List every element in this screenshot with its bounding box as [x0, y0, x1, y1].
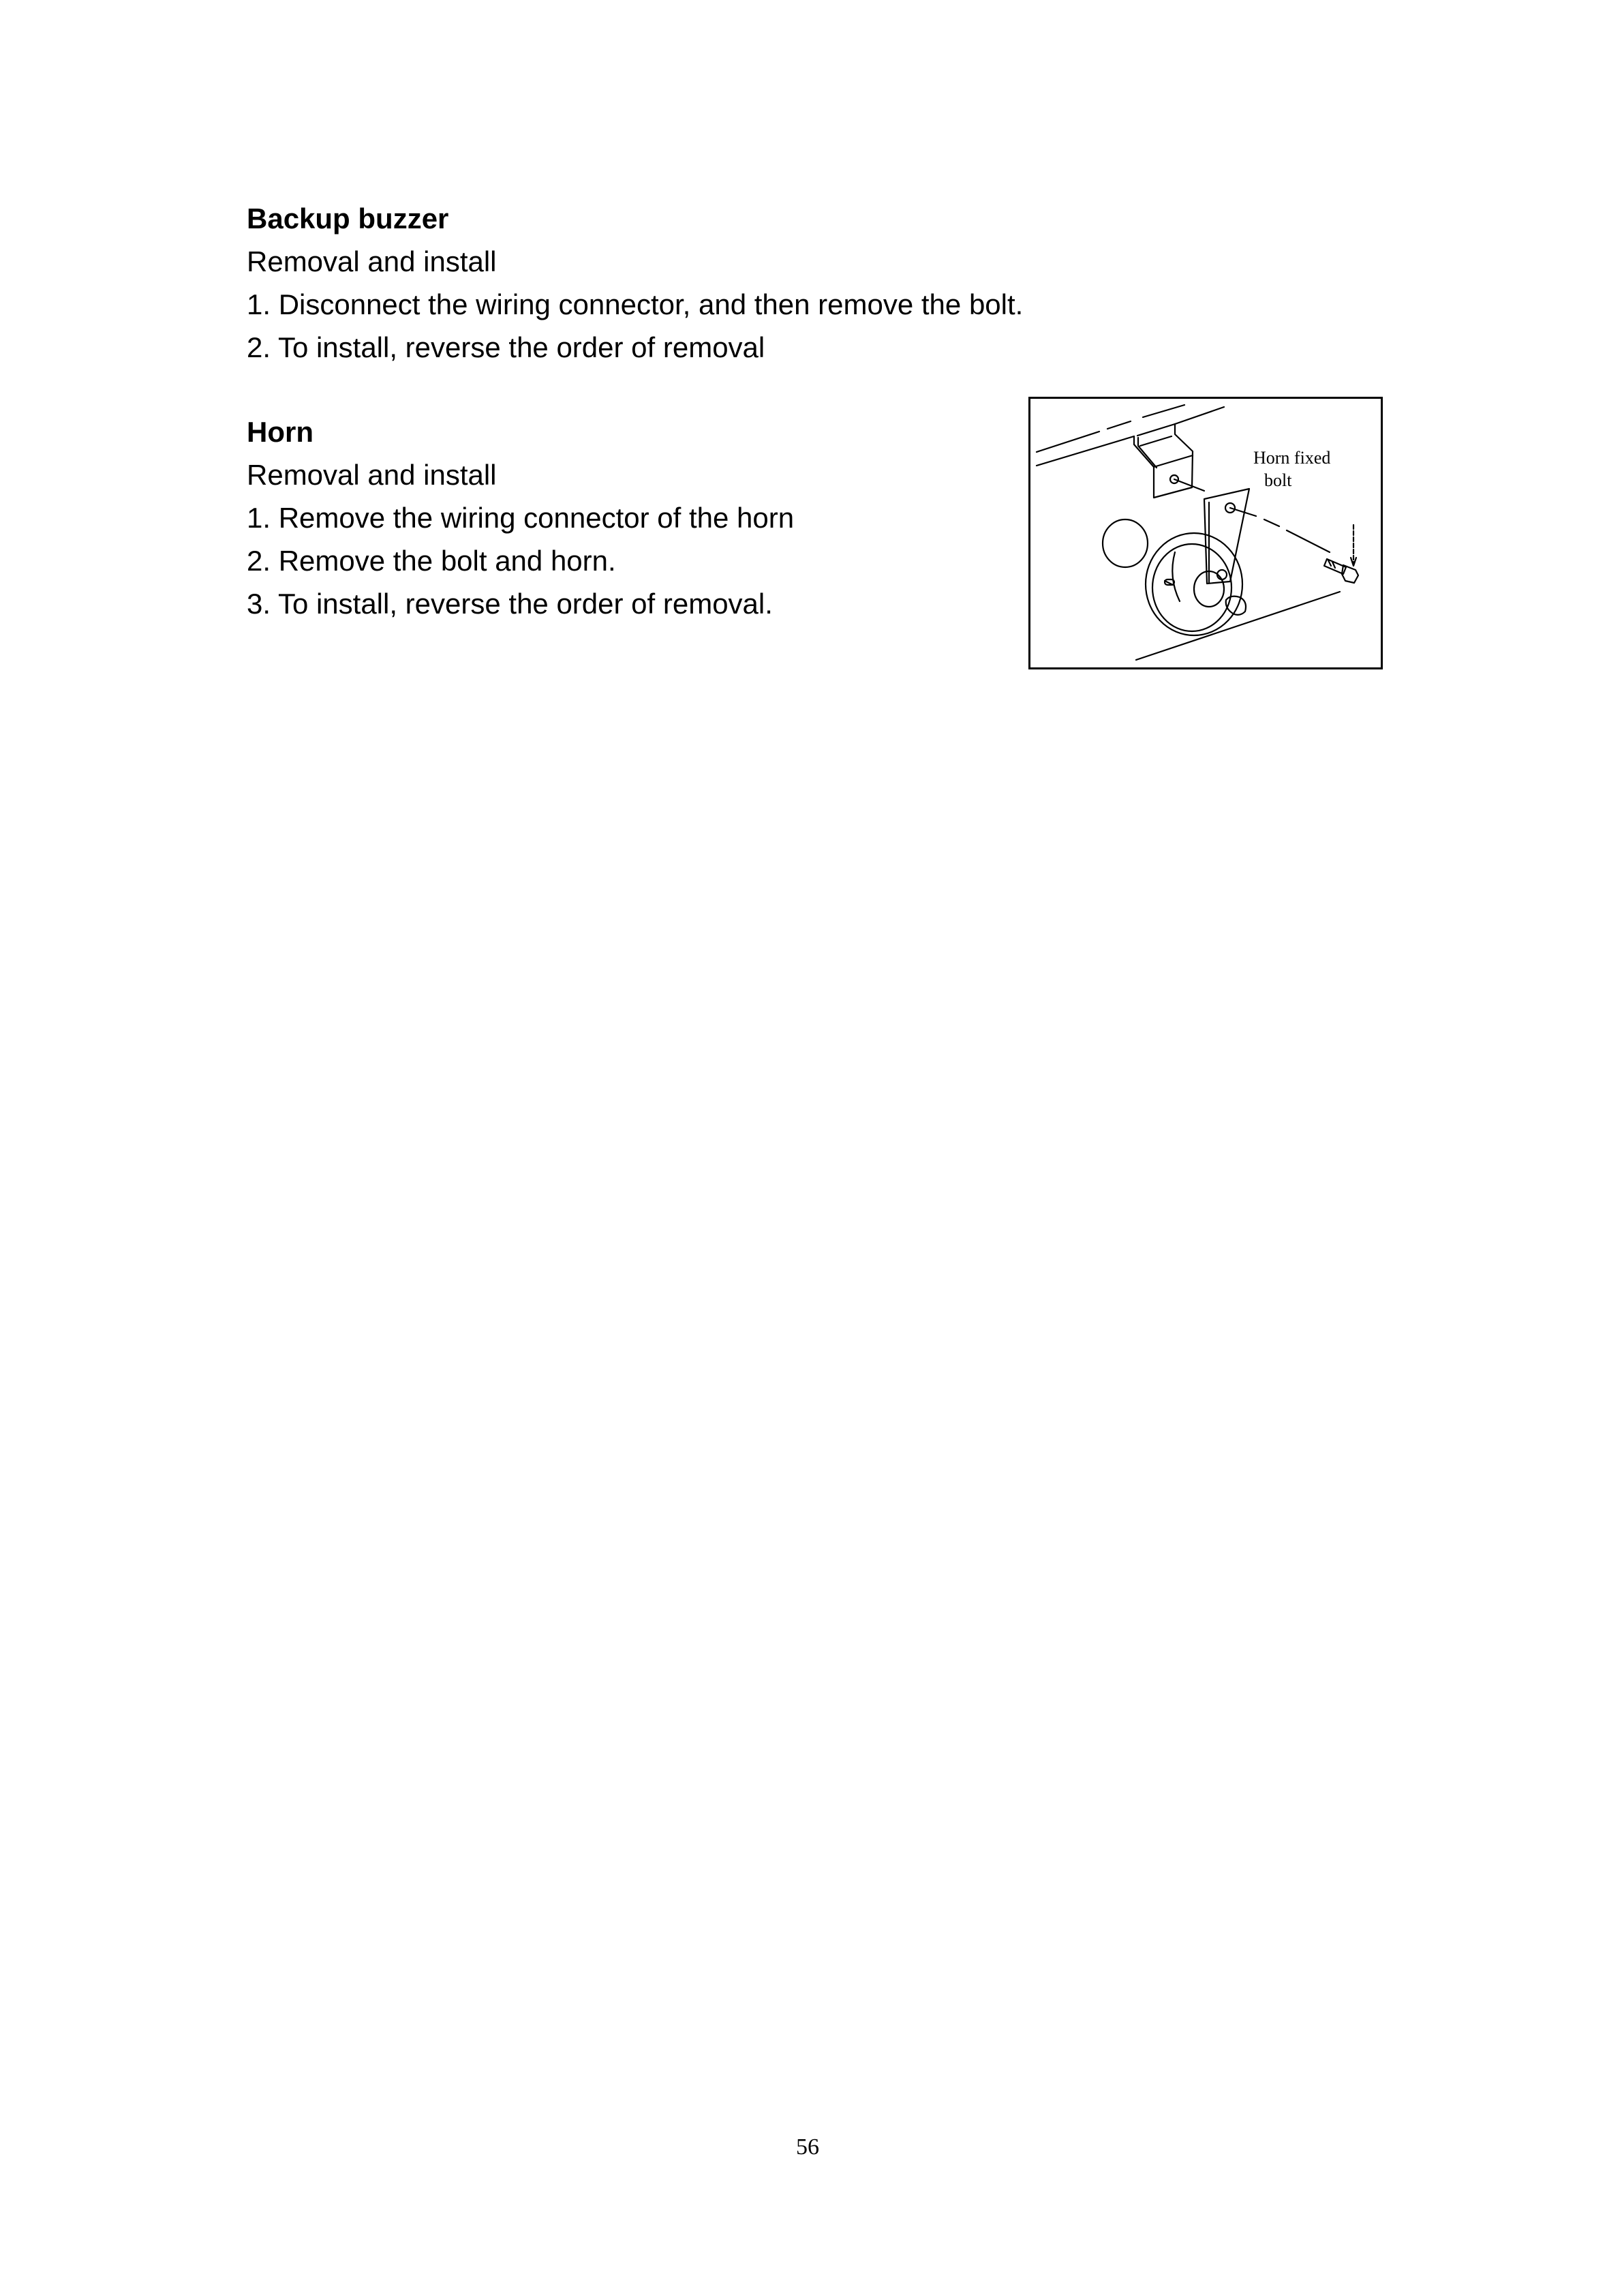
step-text: 2. Remove the bolt and horn. — [247, 545, 616, 577]
plug-cap — [1103, 519, 1148, 567]
frame-rail-top-2 — [1037, 407, 1224, 466]
mount-bracket — [1134, 424, 1193, 498]
figure-label: bolt — [1264, 470, 1292, 490]
section-subheading: Removal and install — [247, 459, 497, 491]
section-heading: Backup buzzer — [247, 202, 449, 235]
horn-illustration — [1030, 399, 1381, 667]
bolt-leader — [1230, 508, 1330, 552]
horn-diagram — [1028, 397, 1383, 669]
figure-label: Horn fixed — [1253, 448, 1331, 468]
section-subheading: Removal and install — [247, 245, 497, 277]
step-text: 1. Remove the wiring connector of the horn — [247, 502, 795, 534]
section-heading: Horn — [247, 416, 313, 448]
step-text: 2. To install, reverse the order of removal — [247, 331, 765, 363]
step-text: 1. Disconnect the wiring connector, and then remove the bolt. — [247, 288, 1024, 320]
page-number: 56 — [796, 2134, 819, 2160]
step-text: 3. To install, reverse the order of removal. — [247, 588, 773, 620]
